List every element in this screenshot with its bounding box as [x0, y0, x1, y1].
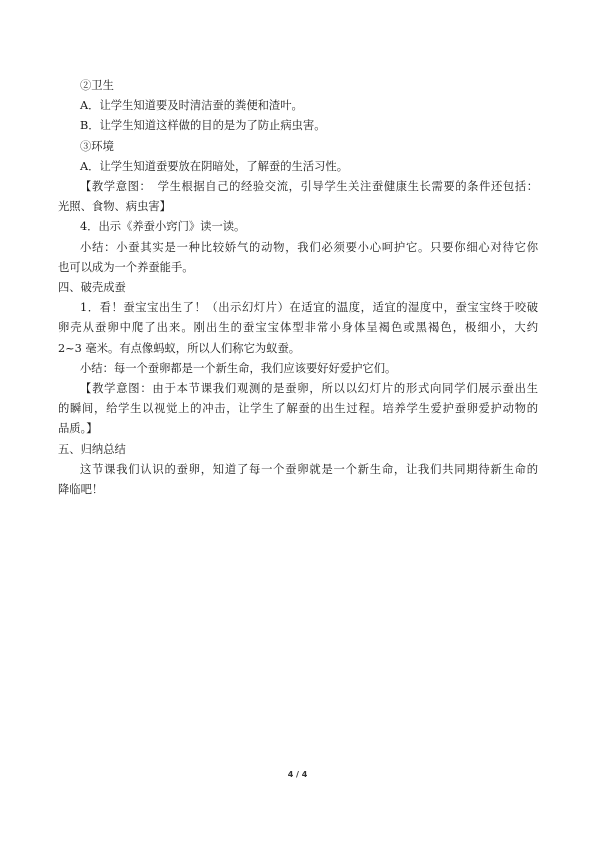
summary-line: 小结：每一个蚕卵都是一个新生命，我们应该要好好爱护它们。 — [80, 361, 397, 375]
subheading-hygiene: ②卫生 — [80, 79, 114, 92]
subheading-environment: ③环境 — [80, 139, 114, 153]
text-line: 2~3 毫米。有点像蚂蚁，所以人们称它为蚁蚕。 — [58, 341, 301, 355]
text-line: B．让学生知道这样做的目的是为了防止病虫害。 — [80, 119, 326, 133]
text-line: 4．出示《养蚕小窍门》读一读。 — [80, 220, 246, 234]
text-line: 卵壳从蚕卵中爬了出来。刚出生的蚕宝宝体型非常小身体呈褐色或黑褐色，极细小，大约 — [58, 321, 538, 335]
section-heading-summary: 五、归纳总结 — [58, 442, 126, 456]
teaching-intent-line: 品质。】 — [58, 422, 98, 436]
teaching-intent-line: 的瞬间，给学生以视觉上的冲击，让学生了解蚕的出生过程。培养学生爱护蚕卵爱护动物的 — [58, 402, 538, 416]
text-line: 1．看！蚕宝宝出生了！（出示幻灯片）在适宜的温度，适宜的湿度中，蚕宝宝终于咬破 — [80, 301, 538, 315]
summary-line: 小结：小蚕其实是一种比较娇气的动物，我们必须要小心呵护它。只要你细心对待它你 — [80, 240, 538, 254]
teaching-intent-line: 光照、食物、病虫害】 — [58, 200, 171, 214]
summary-line: 也可以成为一个养蚕能手。 — [58, 260, 194, 274]
text-line: A．让学生知道蚕要放在阴暗处，了解蚕的生活习性。 — [80, 159, 348, 173]
text-line: 这节课我们认识的蚕卵，知道了每一个蚕卵就是一个新生命，让我们共同期待新生命的 — [80, 462, 538, 476]
page-number: 4 / 4 — [287, 770, 308, 779]
section-heading-hatching: 四、破壳成蚕 — [58, 281, 126, 295]
document-body — [58, 76, 538, 500]
teaching-intent-line: 【教学意图： 学生根据自己的经验交流，引导学生关注蚕健康生长需要的条件还包括： — [80, 180, 538, 194]
teaching-intent-line: 【教学意图：由于本节课我们观测的是蚕卵，所以以幻灯片的形式向同学们展示蚕出生 — [80, 382, 538, 396]
text-line: A．让学生知道要及时清洁蚕的粪便和渣叶。 — [80, 99, 303, 113]
text-line: 降临吧！ — [58, 483, 104, 497]
